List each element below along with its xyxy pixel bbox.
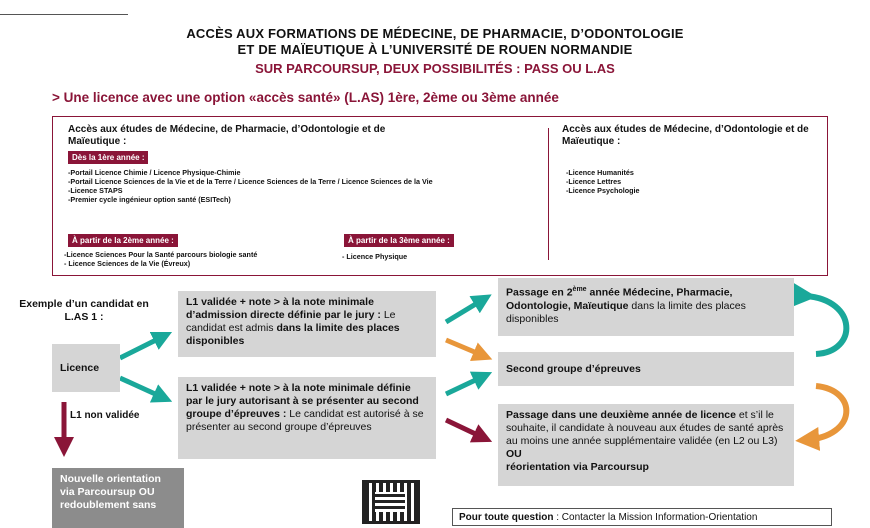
list-item: - Licence Physique (342, 252, 408, 261)
fail-orientation-text: Nouvelle orientation via Parcoursup OU redoublement sans (60, 473, 161, 511)
list-item: -Licence Psychologie (566, 186, 640, 195)
list-item: - Licence Sciences de la Vie (Évreux) (64, 259, 191, 268)
contact-box (452, 508, 832, 526)
list-item: -Licence Sciences Pour la Santé parcours biologie santé (64, 250, 258, 259)
arrow-second-to-group (446, 376, 484, 394)
subtitle: SUR PARCOURSUP, DEUX POSSIBILITÉS : PASS OU L.AS (255, 61, 615, 76)
year2-tag: À partir de la 2ème année : (68, 234, 178, 247)
licence-box (52, 344, 120, 392)
qr-code-icon[interactable] (362, 480, 420, 524)
fail-orientation-box (52, 468, 184, 528)
list-item: -Portail Licence Chimie / Licence Physique-Chimie (68, 168, 241, 177)
contact-text: : Contacter la Mission Information-Orientation (556, 512, 758, 523)
contact-bold: Pour toute question (459, 512, 554, 523)
licence2-reorientation: réorientation via Parcoursup (506, 461, 649, 473)
second-group-text: Le candidat est autorisé à se présenter au second groupe d’épreuves (186, 408, 424, 433)
direct-admission-box (178, 291, 436, 357)
arrow-licence-to-second (120, 378, 164, 398)
licence2-text: et s’il le souhaite, il candidate à nouveau aux études de santé après au moins une année supplémentaire validée (en L2 ou L3) (506, 409, 784, 447)
arrow-loop-teal (806, 296, 846, 354)
passage-programs: année Médecine, Pharmacie, Odontologie, Maïeutique (506, 286, 733, 312)
main-title-line2: ET DE MAÏEUTIQUE À L’UNIVERSITÉ DE ROUEN NORMANDIE (237, 42, 633, 57)
direct-admission-text: Le candidat est admis (186, 309, 396, 334)
second-group-result-box (498, 352, 794, 386)
year3-tag: À partir de la 3ème année : (344, 234, 454, 247)
second-group-result-label: Second groupe d’épreuves (506, 362, 641, 375)
main-title-line1: ACCÈS AUX FORMATIONS DE MÉDECINE, DE PHARMACIE, D’ODONTOLOGIE (186, 26, 684, 41)
licence2-title: Passage dans une deuxième année de licence (506, 409, 736, 421)
licence2-or: OU (506, 448, 522, 460)
list-item: -Licence Lettres (566, 177, 622, 186)
licence-2-box (498, 404, 794, 486)
licence-label: Licence (60, 361, 100, 374)
right-panel-heading: Accès aux études de Médecine, d’Odontologie et de Maïeutique : (562, 124, 809, 147)
passage-sup: ème (572, 286, 587, 293)
left-panel-heading: Accès aux études de Médecine, de Pharmacie, d’Odontologie et de Maïeutique : (68, 124, 386, 147)
arrow-direct-to-group (446, 340, 484, 356)
year1-tag: Dès la 1ère année : (68, 151, 148, 164)
arrow-licence-to-direct (120, 336, 164, 358)
arrow-loop-orange (806, 386, 846, 440)
second-group-box (178, 377, 436, 459)
arrow-second-to-licence2 (446, 420, 484, 438)
direct-admission-condition: L1 validée + note > à la note minimale d’admission directe définie par le jury : (186, 296, 381, 321)
second-group-condition: L1 validée + note > à la note minimale définie par le jury autorisant à se présenter au second groupe d’épreuves : (186, 382, 419, 420)
list-item: -Licence Humanités (566, 168, 634, 177)
list-item: -Premier cycle ingénieur option santé (ESITech) (68, 195, 231, 204)
list-item: -Licence STAPS (68, 186, 123, 195)
passage-2eme-box (498, 278, 794, 336)
list-item: -Portail Licence Sciences de la Vie et de la Terre / Licence Sciences de la Terre / Licence Sciences de la Vie (68, 177, 433, 186)
passage-prefix: Passage en 2 (506, 286, 573, 299)
direct-admission-limit: dans la limite des places disponibles (186, 322, 400, 347)
arrow-direct-to-passage (446, 299, 484, 322)
l1-fail-label: L1 non validée (70, 410, 140, 421)
passage-limit: dans la limite des places disponibles (506, 299, 746, 325)
section-title: > Une licence avec une option «accès santé» (L.AS) 1ère, 2ème ou 3ème année (52, 90, 559, 105)
example-label: Exemple d’un candidat en L.AS 1 : (19, 298, 149, 323)
